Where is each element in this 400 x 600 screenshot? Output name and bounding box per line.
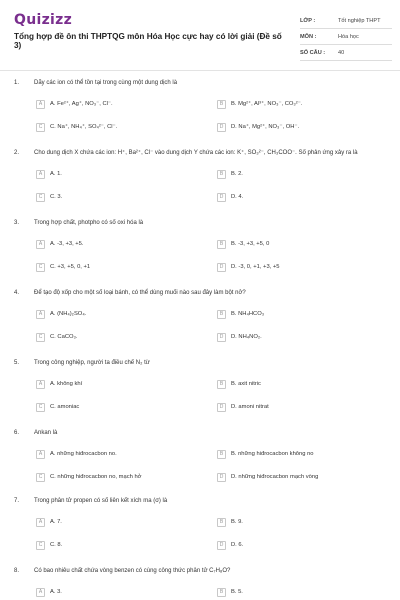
option-letter-box: C [36,541,45,550]
meta-value: Hóa học [338,33,359,40]
option-b[interactable] [217,168,387,180]
option-text: B. NH₄HCO₃ [231,311,265,317]
option-letter-box: A [36,100,45,109]
option-text: B. 5. [231,589,243,595]
option-a[interactable] [36,586,206,598]
question-text: Để tạo độ xốp cho một số loại bánh, có thể dùng muối nào sau đây làm bột nở? [34,290,246,296]
option-d[interactable] [217,401,387,413]
option-letter-box: B [217,240,226,249]
question-text: Trong công nghiệp, người ta điều chế N₂ từ [34,360,150,366]
option-text: D. amoni nitrat [231,404,269,410]
option-c[interactable] [36,191,206,203]
option-text: A. -3, +3, +5. [50,241,84,247]
option-b[interactable] [217,98,387,110]
question-text: Trong phân tử propen có số liên kết xích ma (σ) là [34,498,168,504]
option-letter-box: C [36,403,45,412]
option-a[interactable] [36,238,206,250]
question-text: Ankan là [34,430,58,436]
option-letter-box: A [36,588,45,597]
question-number: 5. [14,360,20,366]
option-c[interactable] [36,401,206,413]
meta-row-class [300,13,392,29]
question-number: 2. [14,150,20,156]
question-4 [0,290,400,356]
option-letter-box: B [217,380,226,389]
option-b[interactable] [217,516,387,528]
meta-value: 40 [338,49,345,56]
option-text: C. amoniac [50,404,80,410]
option-a[interactable] [36,168,206,180]
option-letter-box: C [36,473,45,482]
option-text: C. +3, +5, 0, +1 [50,264,91,270]
quizizz-logo: Quizizz [14,12,73,28]
option-text: D. những hiđrocacbon mạch vòng [231,474,319,480]
meta-value: Tốt nghiệp THPT [338,17,381,24]
question-text: Trong hợp chất, photpho có số oxi hóa là [34,220,144,226]
worksheet-header [0,0,400,70]
option-a[interactable] [36,378,206,390]
option-letter-box: A [36,518,45,527]
question-number: 4. [14,290,20,296]
option-d[interactable] [217,121,387,133]
meta-row-subject [300,29,392,45]
option-b[interactable] [217,308,387,320]
option-text: D. Na⁺, Mg²⁺, NO₃⁻, OH⁻. [231,124,300,130]
question-8 [0,568,400,600]
option-letter-box: D [217,333,226,342]
option-text: C. Na⁺, NH₄⁺, SO₄²⁻, Cl⁻. [50,124,118,130]
option-letter-box: D [217,403,226,412]
option-text: A. 1. [50,171,62,177]
meta-label: MÔN : [300,33,317,40]
option-b[interactable] [217,238,387,250]
question-text: Cho dung dịch X chứa các ion: H⁺, Ba²⁺, Cl⁻ vào dung dịch Y chứa các ion: K⁺, SO₃²⁻, CH₃COO⁻. Số phản ứng xảy ra là [34,150,358,156]
option-text: A. Fe²⁺, Ag⁺, NO₃⁻, Cl⁻. [50,101,113,107]
option-c[interactable] [36,121,206,133]
option-letter-box: C [36,123,45,132]
option-text: B. những hiđrocacbon không no [231,451,314,457]
question-text: Có bao nhiêu chất chứa vòng benzen có cùng công thức phân tử C₇H₈O? [34,568,231,574]
option-c[interactable] [36,331,206,343]
option-text: A. 3. [50,589,62,595]
option-letter-box: D [217,193,226,202]
option-text: B. Mg²⁺, Al³⁺, NO₃⁻, CO₃²⁻. [231,101,303,107]
option-letter-box: A [36,240,45,249]
option-text: D. NH₄NO₂. [231,334,262,340]
option-text: C. CaCO₃. [50,334,78,340]
question-number: 8. [14,568,20,574]
option-text: A. những hiđrocacbon no. [50,451,117,457]
option-letter-box: B [217,310,226,319]
option-text: C. 3. [50,194,63,200]
question-7 [0,498,400,564]
option-text: D. 4. [231,194,244,200]
option-b[interactable] [217,586,387,598]
question-1 [0,80,400,146]
option-text: A. 7. [50,519,62,525]
option-letter-box: A [36,380,45,389]
option-letter-box: B [217,450,226,459]
worksheet-title: Tổng hợp đề ôn thi THPTQG môn Hóa Học cực hay có lời giải (Đề số 3) [14,32,282,50]
option-letter-box: D [217,473,226,482]
worksheet-meta [300,13,392,61]
option-d[interactable] [217,261,387,273]
option-text: A. không khí [50,381,83,387]
option-d[interactable] [217,471,387,483]
option-letter-box: B [217,518,226,527]
meta-label: SỐ CÂU : [300,49,326,56]
option-d[interactable] [217,191,387,203]
option-d[interactable] [217,331,387,343]
header-divider [0,70,400,71]
question-5 [0,360,400,426]
option-letter-box: B [217,170,226,179]
option-letter-box: D [217,541,226,550]
option-a[interactable] [36,516,206,528]
option-c[interactable] [36,261,206,273]
option-c[interactable] [36,539,206,551]
option-a[interactable] [36,448,206,460]
meta-row-question-count [300,45,392,61]
question-3 [0,220,400,286]
option-letter-box: C [36,263,45,272]
question-number: 3. [14,220,20,226]
option-b[interactable] [217,378,387,390]
option-text: B. 9. [231,519,243,525]
option-text: B. -3, +3, +5, 0 [231,241,270,247]
option-text: B. 2. [231,171,243,177]
meta-label: LỚP : [300,17,316,24]
option-text: A. (NH₄)₂SO₄. [50,311,87,317]
option-letter-box: A [36,170,45,179]
option-letter-box: B [217,588,226,597]
option-d[interactable] [217,539,387,551]
option-text: C. những hiđrocacbon no, mạch hở [50,474,142,480]
option-letter-box: A [36,450,45,459]
question-number: 1. [14,80,20,86]
option-text: D. 6. [231,542,244,548]
option-a[interactable] [36,308,206,320]
question-6 [0,430,400,496]
question-number: 7. [14,498,20,504]
question-text: Dãy các ion có thể tồn tại trong cùng một dung dịch là [34,80,178,86]
option-letter-box: C [36,193,45,202]
option-text: C. 8. [50,542,63,548]
option-c[interactable] [36,471,206,483]
option-a[interactable] [36,98,206,110]
option-letter-box: A [36,310,45,319]
option-letter-box: D [217,263,226,272]
question-2 [0,150,400,216]
option-text: D. -3, 0, +1, +3, +5 [231,264,280,270]
question-number: 6. [14,430,20,436]
option-letter-box: C [36,333,45,342]
option-b[interactable] [217,448,387,460]
option-letter-box: D [217,123,226,132]
option-text: B. axit nitric [231,381,261,387]
option-letter-box: B [217,100,226,109]
